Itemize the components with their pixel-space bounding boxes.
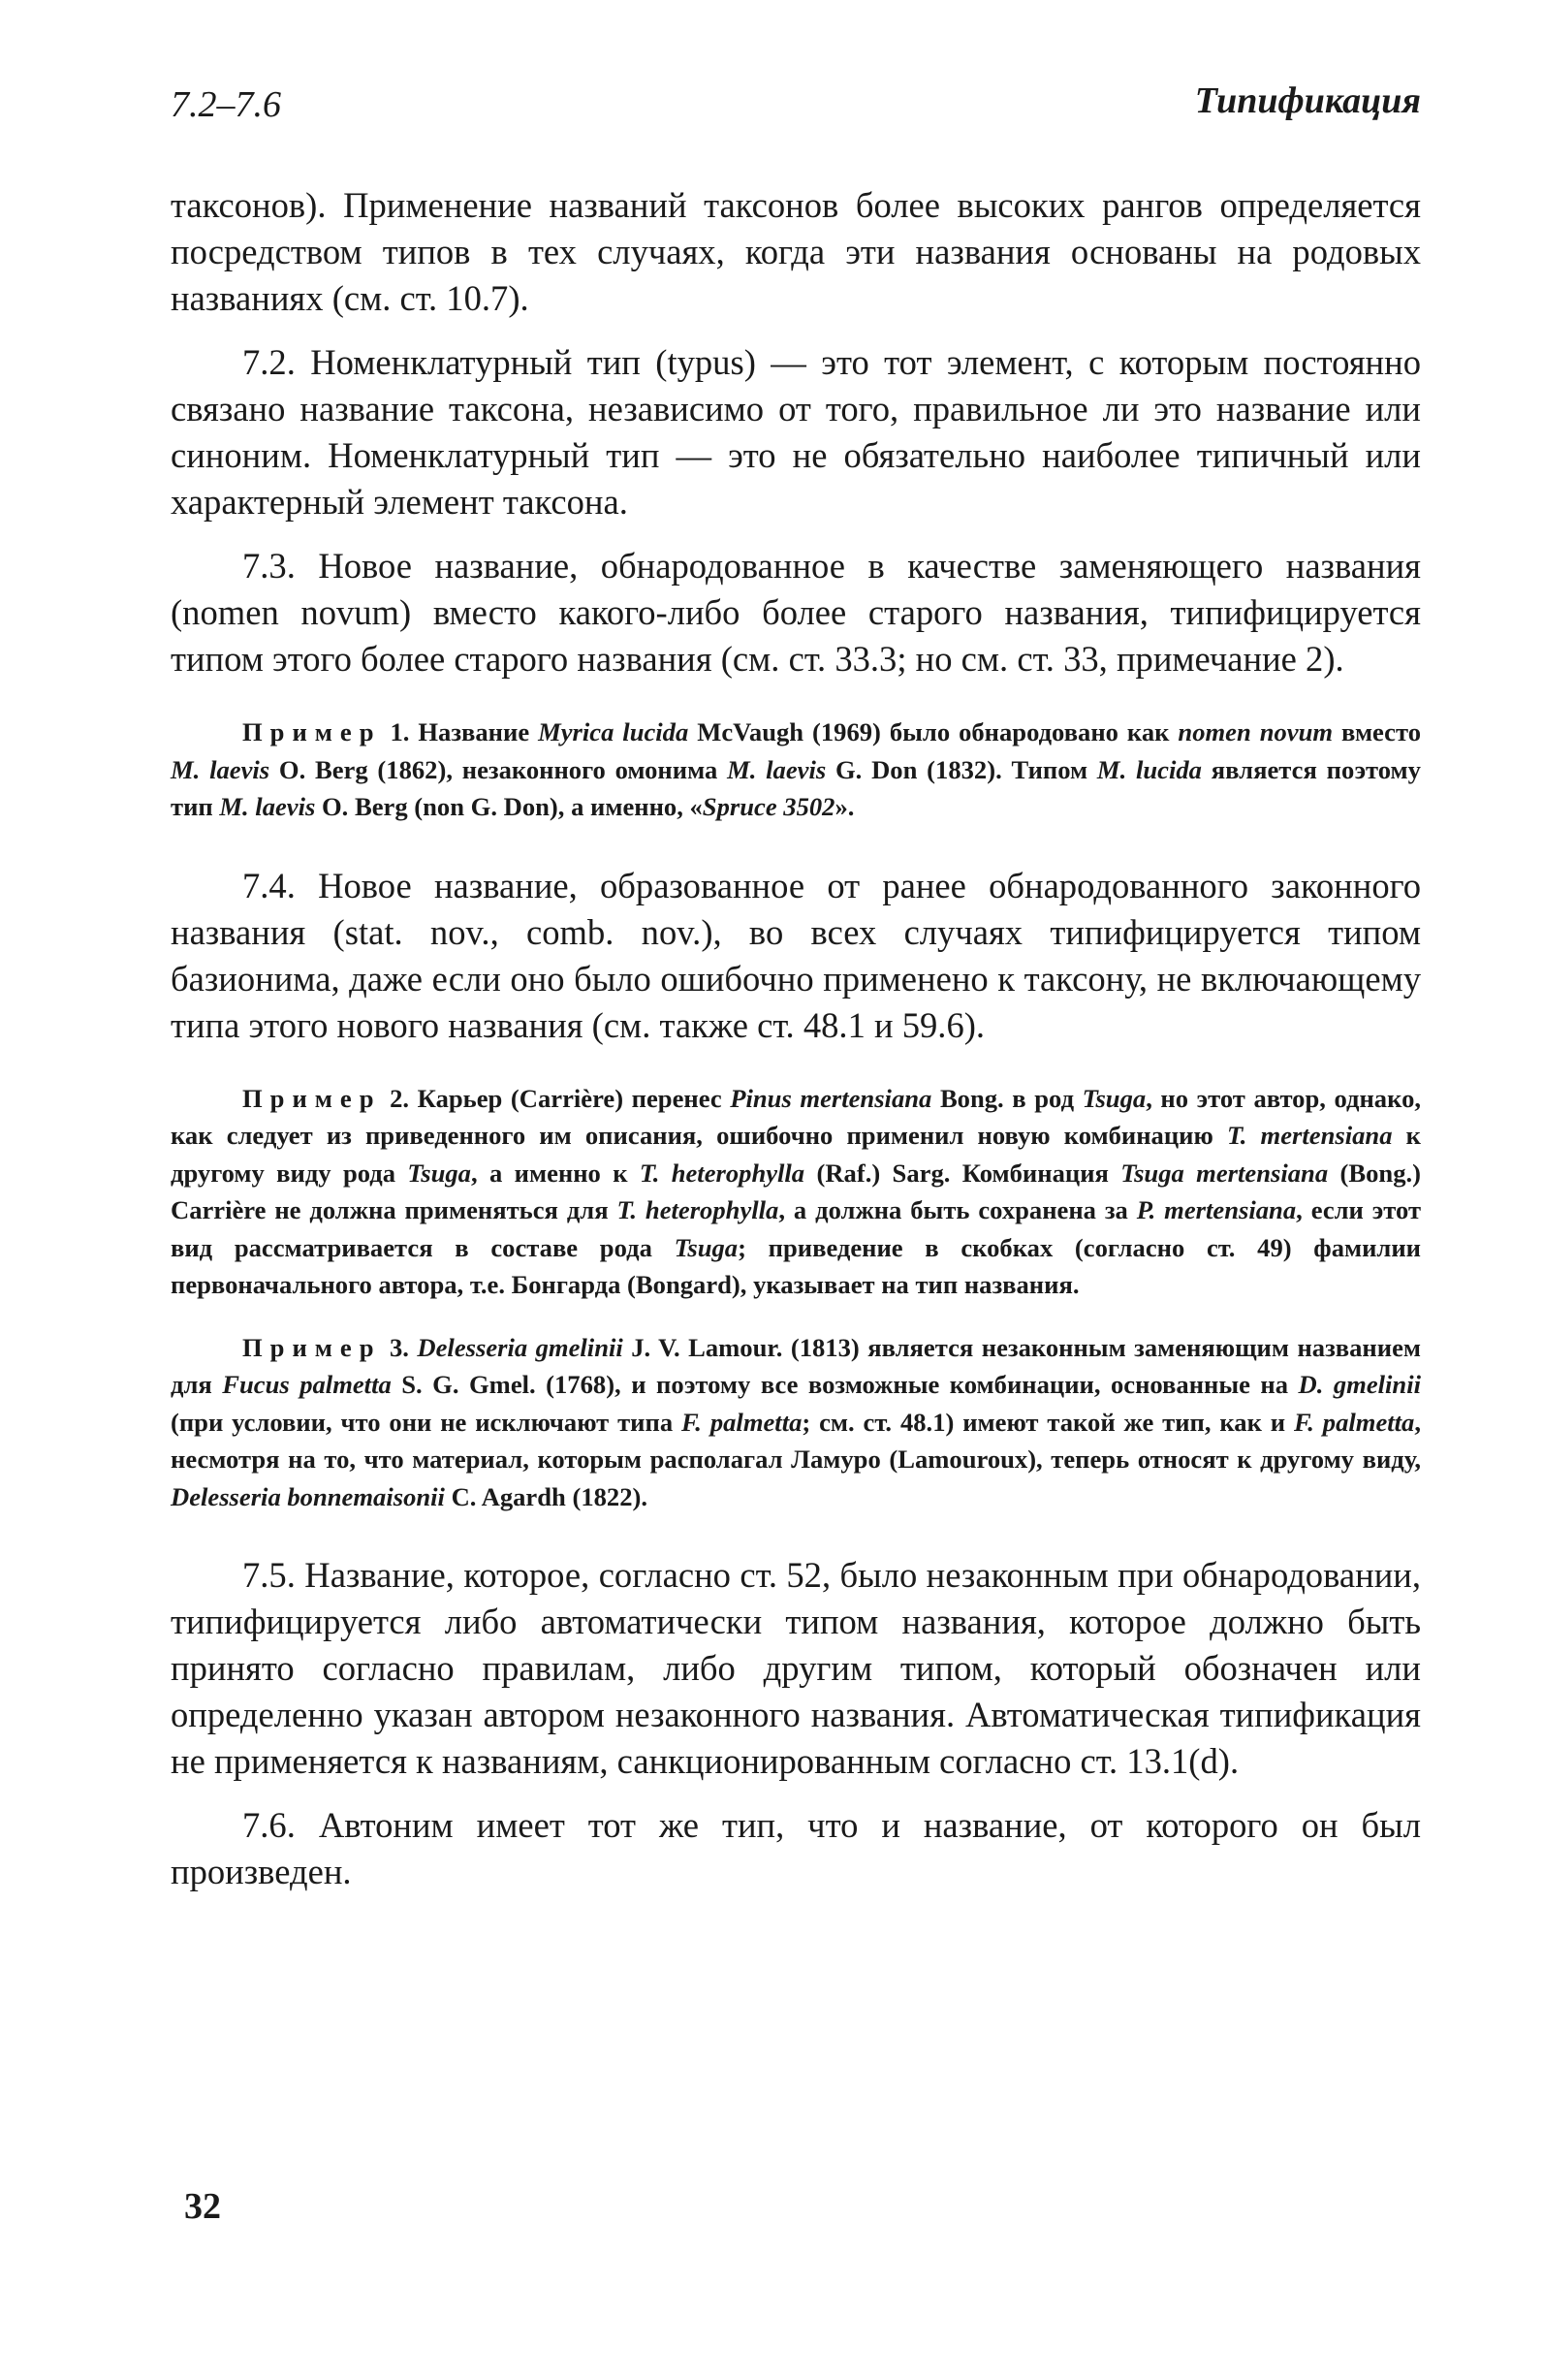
example-2: Пример 2. Карьер (Carrière) перенес Pinus mertensiana Bong. в род Tsuga, но этот автор, однако, как следует из приведенного им описания, ошибочно применил новую комбинацию T. mertensiana к другому виду рода Tsuga, а именно к T. heterophylla (Raf.) Sarg. Комбинация Tsuga mertensiana (Bong.) Carrière не должна применяться для T. heterophylla, а должна быть сохранена за P. mertensiana, если этот вид рассматривается в составе рода Tsuga; приведение в скобках (согласно ст. 49) фамилии первоначального автора, т.е. Бонгарда (Bongard), указывает на тип названия. bbox=[171, 1083, 1422, 1299]
example-label: Пример bbox=[242, 1083, 382, 1113]
paragraph-7-4: 7.4. Новое название, образованное от ранее обнародованного законного названия (stat. nov., comb. nov.), во всех случаях типифицируется типом базионима, даже если оно было ошибочно применено к таксону, не включающему типа этого нового названия (см. также ст. 48.1 и 59.6). bbox=[171, 865, 1421, 1045]
example-label: Пример bbox=[242, 1332, 382, 1362]
paragraph-continuation: таксонов). Применение названий таксонов более высоких рангов определяется посредством типов в тех случаях, когда эти названия основаны на родовых названиях (см. ст. 10.7). bbox=[171, 185, 1421, 318]
example-1: Пример 1. Название Myrica lucida McVaugh (1969) было обнародовано как nomen novum вместо M. laevis O. Berg (1862), незаконного омонима M. laevis G. Don (1832). Типом M. lucida является поэтому тип M. laevis O. Berg (non G. Don), а именно, «Spruce 3502». bbox=[171, 717, 1421, 821]
paragraph-7-3: 7.3. Новое название, обнародованное в качестве заменяющего названия (nomen novum) вместо какого-либо более старого названия, типифицируется типом этого более старого названия (см. ст. 33.3; но см. ст. 33, примечание 2). bbox=[171, 546, 1421, 679]
section-range-header: 7.2–7.6 bbox=[171, 84, 281, 125]
page-body bbox=[171, 182, 1421, 1895]
paragraph-7-2: 7.2. Номенклатурный тип (typus) — это тот элемент, с которым постоянно связано название таксона, независимо от того, правильное ли это название или синоним. Номенклатурный тип — это не обязательно наиболее типичный или характерный элемент таксона. bbox=[171, 342, 1421, 522]
paragraph-7-5: 7.5. Название, которое, согласно ст. 52, было незаконным при обнародовании, типифицируется либо автоматически типом названия, которое должно быть принято согласно правилам, либо другим типом, который обозначен или определенно указан автором незаконного названия. Автоматическая типификация не применяется к названиям, санкционированным согласно ст. 13.1(d). bbox=[171, 1555, 1421, 1781]
example-label: Пример bbox=[242, 717, 382, 746]
example-3: Пример 3. Delesseria gmelinii J. V. Lamour. (1813) является незаконным заменяющим названием для Fucus palmetta S. G. Gmel. (1768), и поэтому все возможные комбинации, основанные на D. gmelinii (при условии, что они не исключают типа F. palmetta; см. ст. 48.1) имеют такой же тип, как и F. palmetta, несмотря на то, что материал, которым располагал Ламуро (Lamouroux), теперь относят к другому виду, Delesseria bonnemaisonii C. Agardh (1822). bbox=[171, 1332, 1422, 1511]
page-number: 32 bbox=[184, 2186, 221, 2227]
paragraph-7-6: 7.6. Автоним имеет тот же тип, что и название, от которого он был произведен. bbox=[171, 1805, 1421, 1891]
running-title-header: Типификация bbox=[1194, 80, 1421, 121]
